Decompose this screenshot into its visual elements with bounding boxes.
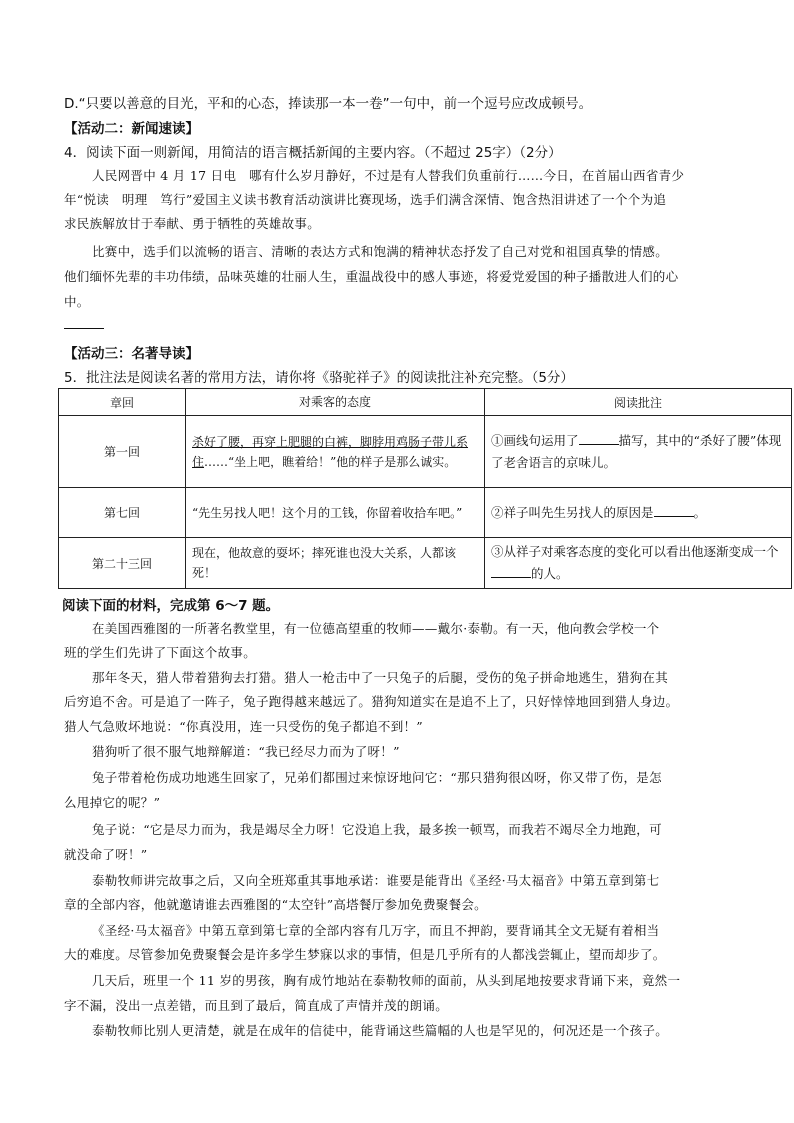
news-line-2: 年“悦读 明理 笃行”爱国主义读书教育活动演讲比赛现场，选手们满含深情、饱含热泪讲述了一个个为追	[64, 192, 667, 207]
reading-line: 在美国西雅图的一所著名教堂里，有一位德高望重的牧师——戴尔·泰勒。有一天，他向教会学校一个	[92, 621, 660, 636]
reading-line: 么甩掉它的呢？”	[64, 795, 161, 810]
reading-line: 猎人气急败坏地说：“你真没用，连一只受伤的兔子都追不到！”	[64, 719, 423, 734]
note-text: ②祥子叫先生另找人的原因是	[491, 504, 654, 520]
reading-line: 班的学生们先讲了下面这个故事。	[64, 645, 257, 660]
attitude-cell	[186, 416, 485, 488]
reading-title: 阅读下面的材料，完成第 6～7 题。	[62, 598, 280, 614]
note-text: ①画线句运用了	[491, 432, 579, 448]
q5-prompt: 5．批注法是阅读名著的常用方法，请你将《骆驼祥子》的阅读批注补充完整。（5分）	[64, 370, 574, 386]
activity3-title: 【活动三：名著导读】	[64, 346, 199, 362]
note-cell	[485, 538, 792, 589]
header-chapter: 章回	[59, 389, 186, 416]
header-attitude: 对乘客的态度	[186, 389, 485, 416]
reading-line: 后穷追不舍。可是追了一阵子，兔子跑得越来越远了。猎狗知道实在是追不上了，只好悻悻地回到猎人身边。	[64, 694, 679, 709]
reading-line: 就没命了呀！”	[64, 847, 148, 862]
reading-line: 兔子带着枪伤成功地逃生回家了，兄弟们都围过来惊讶地问它：“那只猎狗很凶呀，你又带了伤，是怎	[92, 770, 662, 785]
news-line-4: 比赛中，选手们以流畅的语言、清晰的表达方式和饱满的精神状态抒发了自己对党和祖国真挚的情感。	[92, 244, 669, 259]
chapter-cell: 第七回	[59, 488, 186, 538]
answer-blank[interactable]	[579, 432, 619, 445]
note-text: 。	[693, 504, 707, 520]
table-row	[59, 416, 792, 488]
chapter-cell: 第二十三回	[59, 538, 186, 589]
news-line-1: 人民网晋中 4 月 17 日电 哪有什么岁月静好，不过是有人替我们负重前行……今日，在首届山西省青少	[92, 168, 685, 183]
underlined-sentence: 杀好了腰，再穿上肥腿的白裤，脚脖用鸡肠子带儿系住	[192, 434, 469, 469]
note-text: ③从祥子对乘客态度的变化可以看出他逐渐变成一个	[491, 544, 779, 559]
note-text: 描写，其中的“杀好了腰”体现了老舍语言的京味儿。	[491, 432, 782, 470]
news-line-5: 他们缅怀先辈的丰功伟绩，品味英雄的壮丽人生，重温战役中的感人事迹，将爱党爱国的种子播散进人们的心	[64, 269, 679, 284]
note-cell	[485, 488, 792, 538]
reading-line: 泰勒牧师比别人更清楚，就是在成年的信徒中，能背诵这些篇幅的人也是罕见的，何况还是一个孩子。	[92, 1023, 669, 1038]
reading-line: 字不漏，没出一点差错，而且到了最后，简直成了声情并茂的朗诵。	[64, 998, 449, 1013]
table-row	[59, 538, 792, 589]
news-line-6: 中。	[64, 294, 90, 309]
header-note: 阅读批注	[485, 389, 792, 416]
answer-blank-q4[interactable]	[64, 328, 104, 329]
table-header-row	[59, 389, 792, 416]
note-text: 的人。	[531, 566, 569, 581]
reading-line: 兔子说：“它是尽力而为，我是竭尽全力呀！它没追上我，最多挨一顿骂，而我若不竭尽全力地跑，可	[92, 822, 662, 837]
activity2-title: 【活动二：新闻速读】	[64, 121, 199, 137]
annotation-table	[58, 388, 792, 589]
reading-line: 泰勒牧师讲完故事之后，又向全班郑重其事地承诺：谁要是能背出《圣经·马太福音》中第五章到第七	[92, 873, 660, 888]
table-row	[59, 488, 792, 538]
chapter-cell: 第一回	[59, 416, 186, 488]
reading-line: 猎狗听了很不服气地辩解道：“我已经尽力而为了呀！”	[92, 744, 400, 759]
answer-blank[interactable]	[491, 565, 531, 578]
news-line-3: 求民族解放甘于奉献、勇于牺牲的英雄故事。	[64, 216, 321, 231]
reading-line: 《圣经·马太福音》中第五章到第七章的全部内容有几万字，而且不押韵，要背诵其全文无疑有着相当	[92, 923, 660, 938]
note-cell	[485, 416, 792, 488]
attitude-text: ……“坐上吧，瞧着给！”他的样子是那么诚实。	[204, 454, 457, 469]
attitude-cell: 现在，他故意的耍坏；摔死谁也没大关系，人都该死！	[186, 538, 485, 589]
option-d: D.“只要以善意的目光，平和的心态，捧读那一本一卷”一句中，前一个逗号应改成顿号。	[64, 96, 593, 112]
q4-prompt: 4．阅读下面一则新闻，用简洁的语言概括新闻的主要内容。（不超过 25字）（2分）	[64, 145, 562, 161]
reading-line: 那年冬天，猎人带着猎狗去打猎。猎人一枪击中了一只兔子的后腿，受伤的兔子拼命地逃生，猎狗在其	[92, 670, 669, 685]
answer-blank[interactable]	[654, 504, 694, 517]
reading-line: 章的全部内容，他就邀请谁去西雅图的“太空针”高塔餐厅参加免费聚餐会。	[64, 897, 487, 912]
attitude-cell: “先生另找人吧！这个月的工钱，你留着收拾车吧。”	[186, 488, 485, 538]
reading-line: 大的难度。尽管参加免费聚餐会是许多学生梦寐以求的事情，但是几乎所有的人都浅尝辄止，望而却步了。	[64, 947, 666, 962]
reading-line: 几天后，班里一个 11 岁的男孩，胸有成竹地站在泰勒牧师的面前，从头到尾地按要求背诵下来，竟然一	[92, 973, 681, 988]
